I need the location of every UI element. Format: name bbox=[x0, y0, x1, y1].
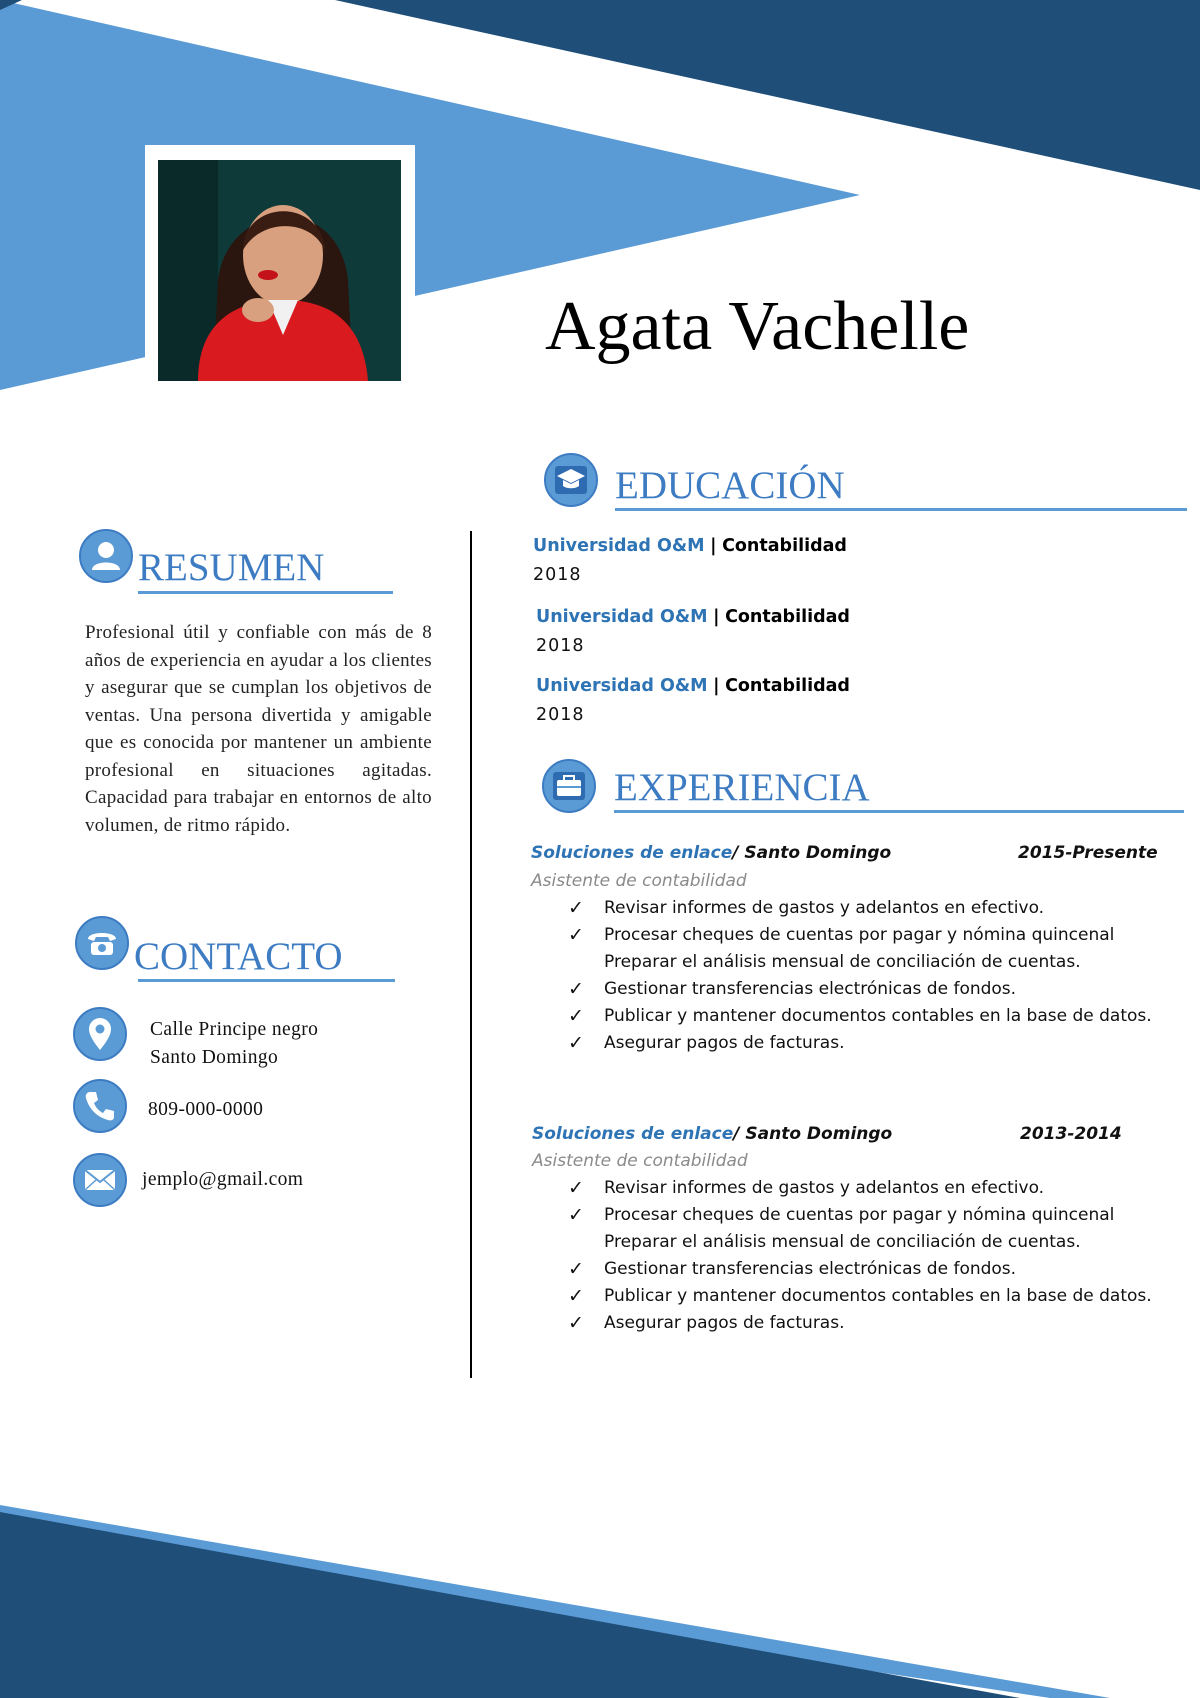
checkmark-icon: ✓ bbox=[568, 1204, 584, 1226]
list-item bbox=[568, 895, 1160, 922]
list-item bbox=[568, 1175, 1160, 1202]
email-address: jemplo@gmail.com bbox=[142, 1169, 304, 1190]
contact-title: CONTACTO bbox=[134, 935, 343, 978]
location-pin-icon bbox=[72, 1006, 128, 1062]
column-divider bbox=[470, 531, 472, 1378]
education-separator: | bbox=[713, 676, 720, 696]
list-item bbox=[568, 922, 1160, 949]
duty-text: Asegurar pagos de facturas. bbox=[604, 1313, 845, 1333]
education-entry bbox=[536, 672, 850, 700]
list-item bbox=[568, 1030, 1160, 1057]
duty-text: Gestionar transferencias electrónicas de fondos. bbox=[604, 1259, 1017, 1279]
education-title: EDUCACIÓN bbox=[615, 464, 845, 507]
job-company: Soluciones de enlace bbox=[531, 843, 733, 863]
list-item bbox=[568, 1003, 1160, 1030]
checkmark-icon: ✓ bbox=[568, 1258, 584, 1280]
checkmark-icon: ✓ bbox=[568, 1177, 584, 1199]
list-item bbox=[568, 949, 1160, 976]
experience-title-rule bbox=[614, 810, 1184, 813]
education-degree: Contabilidad bbox=[722, 536, 847, 556]
job-location: / Santo Domingo bbox=[733, 1124, 893, 1144]
list-item bbox=[568, 1283, 1160, 1310]
duty-text: Publicar y mantener documentos contables en la base de datos. bbox=[604, 1006, 1152, 1026]
job-role: Asistente de contabilidad bbox=[532, 1151, 748, 1171]
list-item bbox=[568, 1256, 1160, 1283]
job-duties-list bbox=[568, 895, 1160, 1057]
summary-title-rule bbox=[138, 591, 393, 594]
list-item bbox=[568, 1310, 1160, 1337]
list-item bbox=[568, 1202, 1160, 1229]
summary-text: Profesional útil y confiable con más de 8 años de experiencia en ayudar a los clientes y asegurar que se cumplan los objetivos de ventas. Una persona divertida y amigable que es conocida por mantener un ambiente profesional en situaciones agitadas. Capacidad para trabajar en entornos de alto volumen, de ritmo rápido. bbox=[85, 622, 432, 836]
education-degree: Contabilidad bbox=[725, 676, 850, 696]
job-role: Asistente de contabilidad bbox=[531, 871, 747, 891]
phone-number: 809-000-0000 bbox=[148, 1099, 264, 1120]
checkmark-icon: ✓ bbox=[568, 924, 584, 946]
user-icon bbox=[78, 528, 134, 584]
email-icon bbox=[72, 1152, 128, 1208]
checkmark-icon: ✓ bbox=[568, 1032, 584, 1054]
job-header bbox=[531, 843, 891, 863]
duty-text: Revisar informes de gastos y adelantos en efectivo. bbox=[604, 1178, 1045, 1198]
education-year: 2018 bbox=[533, 565, 582, 585]
graduation-cap-icon bbox=[543, 452, 599, 508]
duty-text: Publicar y mantener documentos contables en la base de datos. bbox=[604, 1286, 1152, 1306]
education-separator: | bbox=[713, 607, 720, 627]
job-company: Soluciones de enlace bbox=[532, 1124, 734, 1144]
job-dates: 2015-Presente bbox=[1018, 843, 1158, 863]
telephone-icon bbox=[74, 915, 130, 971]
list-item bbox=[568, 1229, 1160, 1256]
education-separator: | bbox=[710, 536, 717, 556]
list-item bbox=[568, 976, 1160, 1003]
profile-photo bbox=[158, 160, 401, 381]
duty-text: Procesar cheques de cuentas por pagar y nómina quincenal bbox=[604, 925, 1115, 945]
education-year: 2018 bbox=[536, 636, 585, 656]
address-line2: Santo Domingo bbox=[150, 1047, 279, 1068]
contact-title-rule bbox=[138, 979, 395, 982]
checkmark-icon: ✓ bbox=[568, 1005, 584, 1027]
education-entry bbox=[533, 532, 847, 560]
checkmark-icon: ✓ bbox=[568, 1285, 584, 1307]
checkmark-icon: ✓ bbox=[568, 1312, 584, 1334]
duty-text: Gestionar transferencias electrónicas de fondos. bbox=[604, 979, 1017, 999]
address-line1: Calle Principe negro bbox=[150, 1019, 319, 1040]
job-duties-list bbox=[568, 1175, 1160, 1337]
experience-title: EXPERIENCIA bbox=[614, 766, 870, 809]
education-institution: Universidad O&M bbox=[536, 607, 708, 627]
duty-text: Procesar cheques de cuentas por pagar y nómina quincenal bbox=[604, 1205, 1115, 1225]
education-institution: Universidad O&M bbox=[536, 676, 708, 696]
job-location: / Santo Domingo bbox=[732, 843, 892, 863]
education-institution: Universidad O&M bbox=[533, 536, 705, 556]
duty-text: Preparar el análisis mensual de conciliación de cuentas. bbox=[604, 1232, 1081, 1252]
summary-title: RESUMEN bbox=[138, 546, 325, 589]
briefcase-icon bbox=[541, 758, 597, 814]
education-title-rule bbox=[615, 508, 1187, 511]
education-degree: Contabilidad bbox=[725, 607, 850, 627]
job-dates: 2013-2014 bbox=[1020, 1124, 1122, 1144]
checkmark-icon: ✓ bbox=[568, 978, 584, 1000]
candidate-name: Agata Vachelle bbox=[545, 288, 970, 365]
education-year: 2018 bbox=[536, 705, 585, 725]
duty-text: Revisar informes de gastos y adelantos en efectivo. bbox=[604, 898, 1045, 918]
education-entry bbox=[536, 603, 850, 631]
phone-icon bbox=[72, 1078, 128, 1134]
job-header bbox=[532, 1124, 892, 1144]
duty-text: Asegurar pagos de facturas. bbox=[604, 1033, 845, 1053]
checkmark-icon: ✓ bbox=[568, 897, 584, 919]
duty-text: Preparar el análisis mensual de conciliación de cuentas. bbox=[604, 952, 1081, 972]
